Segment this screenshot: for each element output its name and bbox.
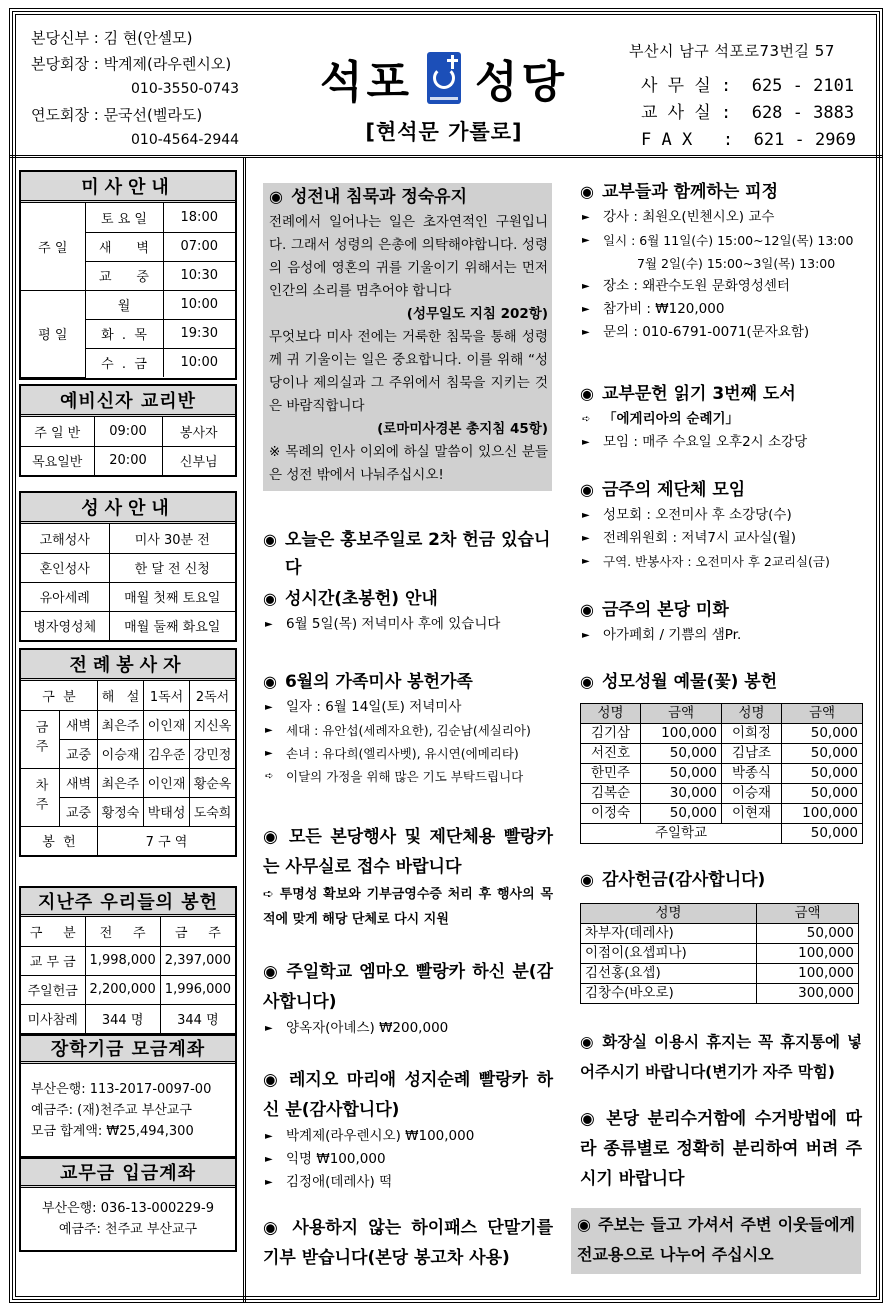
arrow-icon: ► bbox=[265, 702, 273, 713]
year-president-phone: 010-4564-2944 bbox=[131, 132, 240, 148]
bullet-icon: ◉ bbox=[580, 1109, 598, 1129]
bullet-icon: ◉ bbox=[263, 589, 277, 608]
column-divider bbox=[243, 158, 246, 1303]
header-contacts bbox=[629, 40, 856, 154]
arrow-icon: ► bbox=[265, 748, 273, 759]
bullet-icon: ◉ bbox=[263, 962, 280, 982]
header-title bbox=[314, 46, 574, 146]
this-week-label: 금주 bbox=[21, 710, 60, 768]
thanks-offering: ◉ 감사헌금(감사합니다) 성명 금액 차부자(데레사) 50,000 이점이(요셉피나) 100,000 김선홍(요셉) 100,000 김창수(바오로) 300,000 bbox=[580, 866, 875, 1004]
scholarship-title: 장학기금 모금계좌 bbox=[21, 1036, 235, 1064]
president-phone: 010-3550-0743 bbox=[131, 81, 240, 97]
year-president-label: 연도회장 : bbox=[31, 105, 104, 124]
hollow-arrow-icon: ➪ bbox=[265, 771, 274, 782]
sunday-label: 주 일 bbox=[21, 203, 85, 290]
bullet-icon: ◉ bbox=[580, 182, 594, 201]
silence-notice: ◉ 성전내 침묵과 정숙유지 전례에서 일어나는 일은 초자연적인 구원입니다. 그래서 성령의 은총에 의탁해야합니다. 성령의 음성에 영혼의 귀를 기울이기 위해서는 먼저 인간의 소리를 멈추어야 합니다 (성무일도 지침 202항) 무엇보다 미사 전에는 거룩한 침묵을 통해 성령께 귀 기울이는 일은 중요합니다. 이를 위해 “성당이나 제의실과 그 주위에서 침묵을 지키는 것은 바람직합니다 (로마미사경본 총지침 45항) ※ 목례의 인사 이외에 하실 말씀이 있으신 분들은 성전 밖에서 나눠주십시오! bbox=[263, 183, 552, 491]
contact-office: 사 무 실 : 625 - 2101 bbox=[641, 76, 855, 96]
flower-offering-table: 성명 금액 성명 금액 김기삼 100,000 이희정 50,000 서진호 50,000 김남조 50,000 한민주 50,000 박종식 50,000 김복순 30,000 이승재 50,000 이정숙 50,000 이현재 100,000 주일학교 50,000 bbox=[580, 703, 863, 844]
sunday-school-emmaus: ◉ 주일학교 엠마오 빨랑카 하신 분(감사합니다) ► 양옥자(아녜스) ₩200,000 bbox=[263, 957, 553, 1040]
arrow-icon: ► bbox=[582, 437, 590, 448]
bullet-icon: ◉ bbox=[580, 600, 594, 619]
bullet-icon: ◉ bbox=[263, 1218, 283, 1238]
bullet-icon: ◉ bbox=[577, 1215, 592, 1234]
president-name: 박계제(라우렌시오) bbox=[103, 54, 232, 73]
catechumen-box: 예비신자 교리반 주 일 반 09:00 봉사자 목요일반 20:00 신부님 bbox=[19, 384, 237, 477]
liturgy-servers-title: 전례봉사자 bbox=[21, 650, 235, 681]
arrow-icon: ► bbox=[582, 533, 590, 544]
arrow-icon: ► bbox=[582, 212, 590, 223]
arrow-icon: ► bbox=[265, 1131, 273, 1142]
hollow-arrow-icon: ➪ bbox=[263, 887, 274, 902]
arrow-icon: ► bbox=[265, 1023, 273, 1034]
arrow-icon: ► bbox=[582, 235, 590, 246]
patristic-reading: ◉ 교부문헌 읽기 3번째 도서 ➪ 「에게리아의 순례기」 ► 모임 : 매주 수요일 오후2시 소강당 bbox=[580, 380, 875, 454]
group-meetings: ◉ 금주의 제단체 모임 ► 성모회 : 오전미사 후 소강당(수) ► 전례위원회 : 저녁7시 교사실(월) ► 구역. 반봉사자 : 오전미사 후 2교리실(금) bbox=[580, 476, 875, 573]
weekday-label: 평 일 bbox=[21, 290, 85, 377]
president-label: 본당회장 : bbox=[31, 54, 104, 73]
bullet-icon: ◉ bbox=[263, 530, 277, 549]
event-cards-notice: ◉ 모든 본당행사 및 제단체용 빨랑카는 사무실로 접수 바랍니다 ➪ 투명성 확보와 기부금영수증 처리 후 행사의 목적에 맞게 해당 단체로 다시 지원 bbox=[263, 827, 554, 927]
bullet-icon: ◉ bbox=[269, 187, 283, 206]
decoration: ◉ 금주의 본당 미화 ► 아가페회 / 기쁨의 샘Pr. bbox=[580, 596, 875, 647]
header-staff bbox=[31, 26, 239, 154]
arrow-icon: ► bbox=[265, 725, 273, 736]
arrow-icon: ► bbox=[582, 556, 590, 567]
arrow-icon: ► bbox=[582, 327, 590, 338]
arrow-icon: ► bbox=[265, 1154, 273, 1165]
contact-teacher-room: 교 사 실 : 628 - 3883 bbox=[641, 103, 855, 123]
patron-subtitle: [현석문 가롤로] bbox=[365, 120, 523, 144]
arrow-icon: ► bbox=[265, 619, 273, 630]
mass-guide-box: 미사안내 주 일 토 요 일 18:00 새 벽 07:00 교 중 10:30 평 일 월 10:00 화 . 목 19:30 수 . 금 10:00 bbox=[19, 170, 237, 380]
liturgy-servers-box: 전례봉사자 구 분 해 설 1독서 2독서 금주 새벽 최은주 이인재 지신옥 교중 이승재 김우준 강민정 차주 새벽 최은주 이인재 황순옥 교중 황정숙 박태성 도숙희 봉 헌 7 구 역 bbox=[19, 648, 237, 857]
bullet-icon: ◉ bbox=[263, 827, 281, 847]
dues-account-title: 교무금 입금계좌 bbox=[21, 1159, 235, 1188]
arrow-icon: ► bbox=[582, 630, 590, 641]
bullet-icon: ◉ bbox=[580, 672, 594, 691]
offerings-title: 지난주 우리들의 봉헌 bbox=[21, 888, 235, 917]
arrow-icon: ► bbox=[582, 281, 590, 292]
dues-account-info: 부산은행: 036-13-000229-9 예금주: 천주교 부산교구 bbox=[41, 1201, 215, 1237]
hollow-arrow-icon: ➪ bbox=[582, 414, 591, 425]
contact-fax: F A X : 621 - 2969 bbox=[641, 130, 856, 150]
bullet-icon: ◉ bbox=[580, 1033, 596, 1051]
catechumen-title: 예비신자 교리반 bbox=[21, 386, 235, 417]
scholarship-account: 부산은행: 113-2017-0097-00 예금주: (재)천주교 부산교구 모금 합계액: ₩25,494,300 bbox=[31, 1082, 212, 1139]
bullet-icon: ◉ bbox=[263, 1070, 281, 1090]
scholarship-box bbox=[19, 1034, 237, 1158]
year-president-name: 문국선(벨라도) bbox=[103, 105, 203, 124]
retreat: ◉ 교부들과 함께하는 피정 ► 강사 : 최원오(빈첸시오) 교수 ► 일시 : 6월 11일(수) 15:00~12일(목) 13:00 7월 2일(수) 15:00~3일(목) 13:00 ► 장소 : 왜관수도원 문화영성센터 ► 참가비 : ₩120,000 ► 문의 : 010-6791-0071(문자요함) bbox=[580, 178, 875, 344]
next-week-label: 차주 bbox=[21, 768, 60, 826]
flower-offering: ◉ 성모성월 예물(꽃) 봉헌 성명 금액 성명 금액 김기삼 100,000 이희정 50,000 서진호 50,000 김남조 50,000 한민주 50,000 박종식 50,000 김복순 30,000 이승재 50,000 이정숙 50,000 이현재 100,000 주일학교 50,000 bbox=[580, 668, 875, 844]
legio-pilgrimage: ◉ 레지오 마리애 성지순례 빨랑카 하신 분(감사합니다) ► 박계제(라우렌시오) ₩100,000 ► 익명 ₩100,000 ► 김정애(데레사) 떡 bbox=[263, 1065, 553, 1194]
bullet-icon: ◉ bbox=[580, 870, 594, 889]
recycling-notice: ◉ 본당 분리수거함에 수거방법에 따라 종류별로 정확히 분리하여 버려 주시기 바랍니다 bbox=[580, 1109, 862, 1189]
title-right: 성당 bbox=[475, 57, 569, 108]
church-logo-icon bbox=[427, 52, 461, 104]
pastor-label: 본당신부 : bbox=[31, 29, 104, 47]
bullet-icon: ◉ bbox=[263, 672, 277, 691]
bulletin-notice: ◉ 주보는 들고 가셔서 주변 이웃들에게 전교용으로 나누어 주십시오 bbox=[571, 1208, 861, 1274]
sacraments-box: 성사안내 고해성사 미사 30분 전 혼인성사 한 달 전 신청 유아세례 매월 첫째 토요일 병자영성체 매월 둘째 화요일 bbox=[19, 491, 237, 642]
bullet-icon: ◉ bbox=[580, 384, 594, 403]
header bbox=[9, 8, 883, 158]
holy-hour: ◉ 성시간(초봉헌) 안내 ► 6월 5일(목) 저녁미사 후에 있습니다 bbox=[263, 585, 553, 636]
thanks-offering-table: 성명 금액 차부자(데레사) 50,000 이점이(요셉피나) 100,000 김선홍(요셉) 100,000 김창수(바오로) 300,000 bbox=[580, 903, 859, 1004]
sacraments-title: 성사안내 bbox=[21, 493, 235, 524]
address: 부산시 남구 석포로73번길 57 bbox=[629, 42, 835, 60]
dues-account-box bbox=[19, 1157, 237, 1252]
offerings-box: 지난주 우리들의 봉헌 구 분 전 주 금 주 교 무 금 1,998,000 2,397,000 주일헌금 2,200,000 1,996,000 미사참례 344 명 344 명 bbox=[19, 886, 237, 1035]
title-left: 석포 bbox=[319, 57, 413, 108]
restroom-notice: ◉ 화장실 이용시 휴지는 꼭 휴지통에 넣어주시기 바랍니다(변기가 자주 막힘) bbox=[580, 1033, 862, 1081]
mass-guide-title: 미사안내 bbox=[21, 172, 235, 203]
pastor-name: 김 현(안셀모) bbox=[103, 29, 193, 47]
arrow-icon: ► bbox=[582, 304, 590, 315]
arrow-icon: ► bbox=[265, 1177, 273, 1188]
hipass-donation: ◉ 사용하지 않는 하이패스 단말기를 기부 받습니다(본당 봉고차 사용) bbox=[263, 1218, 553, 1268]
bullet-icon: ◉ bbox=[580, 480, 594, 499]
arrow-icon: ► bbox=[582, 510, 590, 521]
second-collection: ◉ 오늘은 홍보주일로 2차 헌금 있습니다 bbox=[263, 526, 553, 582]
family-mass: ◉ 6월의 가족미사 봉헌가족 ► 일자 : 6월 14일(토) 저녁미사 ► 세대 : 유안섭(세례자요한), 김순남(세실리아) ► 손녀 : 유다희(엘리사벳), 유시연(에메리타) ➪ 이달의 가정을 위해 많은 기도 부탁드립니다 bbox=[263, 668, 558, 788]
